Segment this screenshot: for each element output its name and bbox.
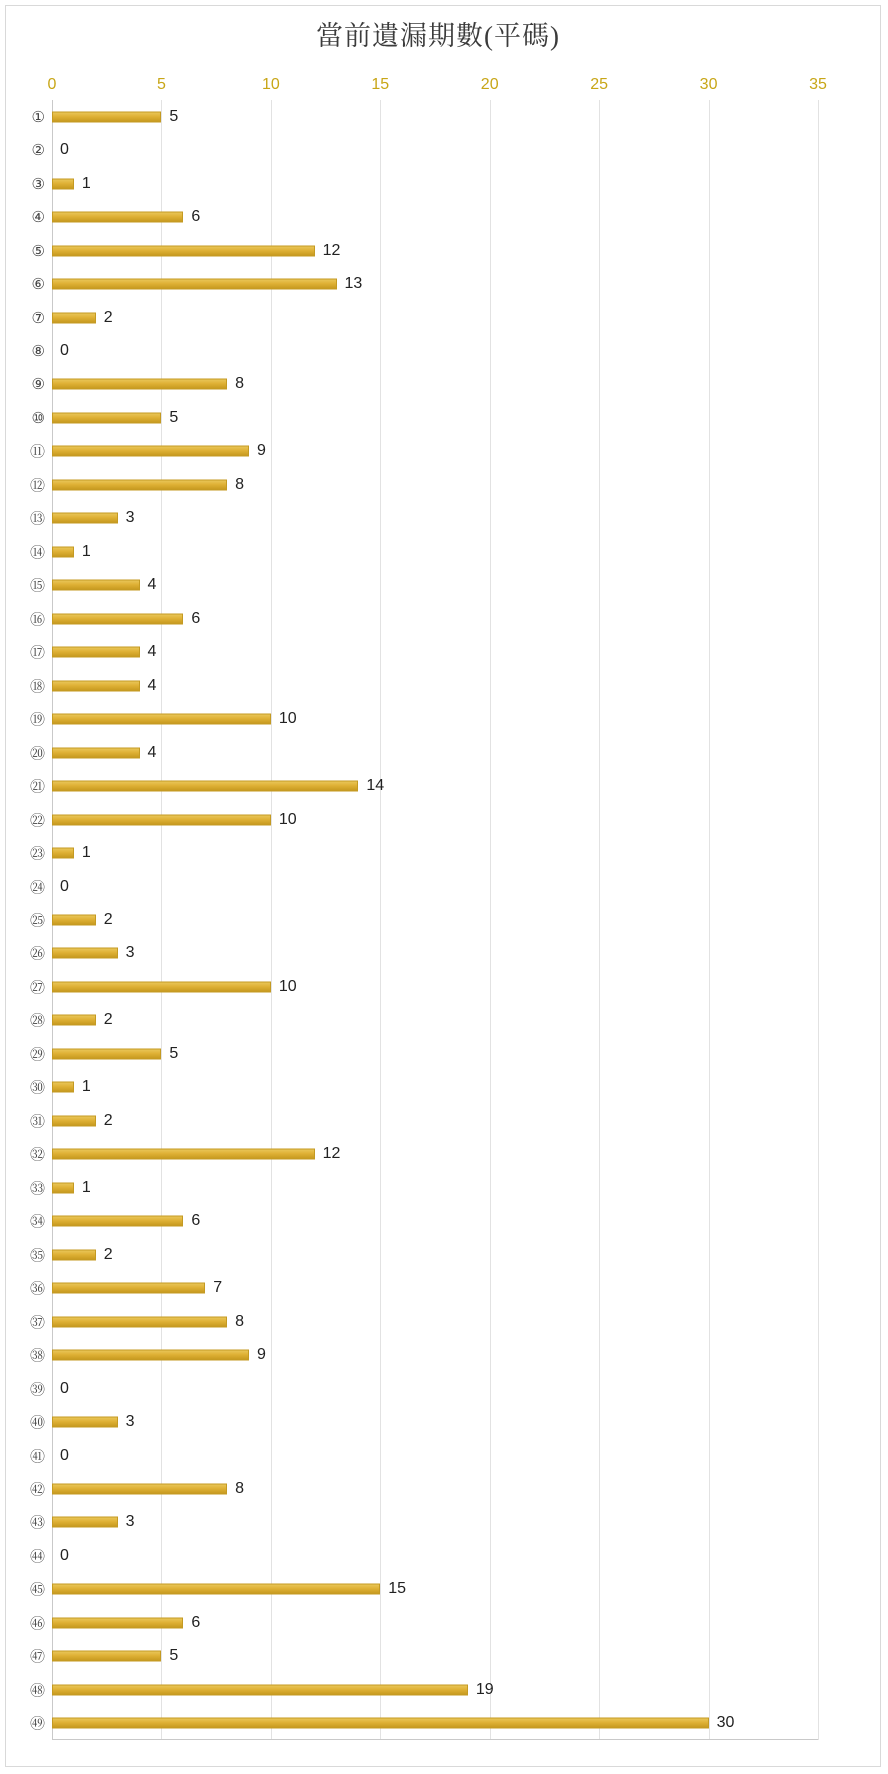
bar-value-label: 0 [60, 1546, 69, 1564]
y-tick-label: ⑳ [29, 744, 45, 763]
bar-value-label: 5 [169, 1044, 179, 1062]
y-tick-label: ㊸ [29, 1513, 45, 1532]
y-tick-label: ㊵ [29, 1413, 45, 1432]
bar [52, 1718, 709, 1729]
y-tick-label: ① [31, 107, 45, 126]
y-tick-label: ㊲ [29, 1313, 45, 1332]
bar [52, 1249, 96, 1260]
bar [52, 680, 140, 691]
bar-row [29, 1640, 818, 1673]
bar-row [31, 301, 818, 334]
bar-value-label: 19 [475, 1680, 494, 1698]
bar-row [29, 736, 818, 769]
y-tick-label: ② [31, 141, 45, 160]
y-tick-label: ㊱ [29, 1279, 45, 1298]
x-tick-label: 30 [699, 76, 718, 93]
x-tick-label: 20 [480, 76, 499, 93]
bar [52, 1584, 380, 1595]
bar [52, 245, 315, 256]
bar-row [29, 468, 818, 501]
bar [52, 848, 74, 859]
bar-row [31, 334, 818, 367]
bar-row [29, 1439, 818, 1472]
bar-row [29, 1539, 818, 1572]
y-tick-label: ⑧ [31, 342, 45, 361]
bar-value-label: 7 [213, 1279, 223, 1297]
bar-value-label: 6 [191, 208, 201, 226]
bar-value-label: 2 [103, 910, 113, 928]
y-tick-label: ㉔ [29, 878, 45, 897]
bar [52, 312, 96, 323]
bar-row [29, 602, 818, 635]
bar [52, 1517, 118, 1528]
y-tick-label: ㉚ [29, 1078, 45, 1097]
bar-row [29, 1305, 818, 1338]
y-tick-label: ㉖ [29, 944, 45, 963]
bar [52, 1417, 118, 1428]
bar [52, 1684, 468, 1695]
bar-row [29, 870, 818, 903]
bar [52, 914, 96, 925]
bar [52, 1216, 183, 1227]
bar-value-label: 8 [235, 475, 244, 493]
bar-value-label: 13 [344, 275, 363, 293]
x-tick-label: 10 [261, 76, 280, 93]
bar [52, 647, 140, 658]
bar [52, 1115, 96, 1126]
bar-value-label: 2 [103, 308, 113, 326]
bar-value-label: 2 [103, 1111, 113, 1129]
bar [52, 279, 337, 290]
y-tick-label: ③ [31, 174, 45, 193]
bar-value-label: 5 [169, 107, 179, 125]
y-tick-label: ㊳ [29, 1346, 45, 1365]
bar-value-label: 0 [60, 342, 69, 360]
bar-row [29, 1405, 818, 1438]
bar [52, 111, 161, 122]
bar-value-label: 15 [388, 1580, 407, 1598]
bar-row [29, 636, 818, 669]
bar-row [31, 401, 818, 434]
y-tick-label: ㉜ [29, 1145, 45, 1164]
chart-title: 當前遺漏期數(平碼) [316, 21, 560, 51]
y-tick-label: ㊺ [29, 1580, 45, 1599]
bar-row [31, 133, 818, 166]
bar-row [31, 167, 818, 200]
y-tick-label: ⑰ [29, 643, 45, 662]
bar [52, 479, 227, 490]
bar-value-label: 1 [81, 1078, 91, 1096]
bar-value-label: 1 [81, 542, 91, 560]
bar-row [29, 702, 818, 735]
bar [52, 1048, 161, 1059]
bar-row [29, 1707, 818, 1740]
x-tick-label: 25 [590, 76, 609, 93]
bar-value-label: 2 [103, 1245, 113, 1263]
bar [52, 1483, 227, 1494]
y-tick-label: ㊼ [29, 1647, 45, 1666]
bar [52, 1015, 96, 1026]
y-tick-label: ㉘ [29, 1011, 45, 1030]
bar-value-label: 8 [235, 375, 244, 393]
bar [52, 814, 271, 825]
bar-row [29, 1606, 818, 1639]
bar-value-label: 0 [60, 141, 69, 159]
bar-row [29, 1338, 818, 1371]
y-tick-label: ㉗ [29, 978, 45, 997]
bar [52, 546, 74, 557]
bar-row [31, 100, 818, 133]
y-tick-label: ㉓ [29, 844, 45, 863]
y-tick-label: ㉞ [29, 1212, 45, 1231]
bar [52, 948, 118, 959]
x-axis-tick-labels [47, 76, 827, 96]
bar-value-label: 5 [169, 1647, 179, 1665]
y-tick-label: ⑮ [29, 576, 45, 595]
bar-value-label: 5 [169, 408, 179, 426]
bar-row [29, 435, 818, 468]
bar-value-label: 9 [256, 1346, 266, 1364]
gridline [818, 100, 819, 1740]
bar-value-label: 0 [60, 1379, 69, 1397]
bar-row [29, 1004, 818, 1037]
y-tick-label: ㉟ [29, 1246, 45, 1265]
bar-value-label: 3 [125, 509, 135, 527]
bar [52, 379, 227, 390]
bar-row [29, 1673, 818, 1706]
bar-row [29, 1506, 818, 1539]
bar-row [29, 836, 818, 869]
y-tick-label: ⑦ [31, 308, 45, 327]
bar-row [29, 1104, 818, 1137]
bar-row [29, 1037, 818, 1070]
bar [52, 513, 118, 524]
bar [52, 613, 183, 624]
bar [52, 446, 249, 457]
bar-row [29, 1204, 818, 1237]
plot-area [29, 100, 818, 1740]
bar-value-label: 3 [125, 1413, 135, 1431]
bar-row [29, 970, 818, 1003]
bar [52, 1651, 161, 1662]
bar-rows [29, 100, 818, 1740]
bar-value-label: 3 [125, 1513, 135, 1531]
y-tick-label: ㊶ [29, 1447, 45, 1465]
y-tick-label: ⑩ [31, 408, 45, 427]
y-tick-label: ⑲ [29, 710, 45, 729]
y-tick-label: ㉝ [29, 1179, 45, 1198]
bar-row [29, 1271, 818, 1304]
bar-value-label: 30 [716, 1714, 735, 1732]
bar [52, 1182, 74, 1193]
bar [52, 212, 183, 223]
bar [52, 714, 271, 725]
y-tick-label: ㉑ [29, 777, 45, 796]
bar-value-label: 4 [147, 576, 157, 594]
bar-value-label: 4 [147, 743, 157, 761]
y-tick-label: ⑥ [31, 275, 45, 294]
bar-value-label: 9 [256, 442, 266, 460]
bar [52, 747, 140, 758]
bar [52, 1283, 205, 1294]
y-tick-label: ㊴ [29, 1380, 45, 1399]
y-tick-label: ㉛ [29, 1112, 45, 1131]
bar-row [29, 903, 818, 936]
y-tick-label: ⑪ [29, 442, 45, 461]
bar-row [29, 569, 818, 602]
bar-row [29, 502, 818, 535]
bar [52, 781, 358, 792]
y-tick-label: ⑤ [31, 241, 45, 260]
y-tick-label: ⑱ [29, 677, 45, 696]
bar-value-label: 4 [147, 643, 157, 661]
y-tick-label: ㉕ [29, 911, 45, 930]
bar [52, 178, 74, 189]
bar-row [29, 669, 818, 702]
bar-value-label: 12 [322, 1145, 341, 1163]
bar-value-label: 1 [81, 1178, 91, 1196]
bar-value-label: 10 [278, 710, 297, 728]
y-tick-label: ④ [31, 208, 45, 227]
bar-row [29, 1171, 818, 1204]
y-tick-label: ㉙ [29, 1045, 45, 1064]
y-tick-label: ㊾ [29, 1714, 45, 1733]
bar-row [29, 1138, 818, 1171]
bar-value-label: 3 [125, 944, 135, 962]
bar [52, 1082, 74, 1093]
bar-value-label: 12 [322, 241, 341, 259]
x-tick-label: 5 [156, 76, 166, 93]
bar-row [29, 1071, 818, 1104]
bar-value-label: 14 [366, 777, 385, 795]
bar [52, 1316, 227, 1327]
bar-value-label: 10 [278, 977, 297, 995]
bar-value-label: 6 [191, 1613, 201, 1631]
bar-row [29, 803, 818, 836]
y-tick-label: ㊷ [29, 1480, 45, 1499]
x-tick-label: 35 [809, 76, 827, 93]
bar-row [29, 769, 818, 802]
bar-row [29, 1472, 818, 1505]
bar-value-label: 6 [191, 1212, 201, 1230]
bar-row [29, 1573, 818, 1606]
y-tick-label: ㊽ [29, 1681, 45, 1700]
x-tick-label: 15 [371, 76, 390, 93]
bar-value-label: 0 [60, 877, 69, 895]
bar [52, 1149, 315, 1160]
bar-row [31, 234, 818, 267]
bar-value-label: 10 [278, 810, 297, 828]
y-tick-label: ⑨ [31, 375, 45, 394]
bar-value-label: 0 [60, 1446, 69, 1464]
bar-value-label: 8 [235, 1479, 244, 1497]
bar-row [31, 267, 818, 300]
bar-row [29, 535, 818, 568]
bar-value-label: 1 [81, 174, 91, 192]
bar [52, 1350, 249, 1361]
bar-row [29, 937, 818, 970]
bar [52, 412, 161, 423]
y-tick-label: ㉒ [29, 811, 45, 830]
y-tick-label: ㊻ [29, 1614, 45, 1633]
x-tick-label: 0 [47, 76, 57, 93]
bar-row [31, 200, 818, 233]
bar [52, 981, 271, 992]
bar-value-label: 6 [191, 609, 201, 627]
bar-row [31, 368, 818, 401]
bar-value-label: 8 [235, 1312, 244, 1330]
bar-value-label: 4 [147, 676, 157, 694]
bar-value-label: 2 [103, 1011, 113, 1029]
y-tick-label: ⑯ [29, 610, 45, 629]
y-tick-label: ⑬ [29, 509, 45, 528]
y-tick-label: ⑭ [29, 543, 45, 562]
bar-row [29, 1238, 818, 1271]
bar [52, 580, 140, 591]
bar-value-label: 1 [81, 844, 91, 862]
bar [52, 1617, 183, 1628]
bar-row [29, 1372, 818, 1405]
y-tick-label: ⑫ [29, 476, 45, 495]
y-tick-label: ㊹ [29, 1547, 45, 1566]
